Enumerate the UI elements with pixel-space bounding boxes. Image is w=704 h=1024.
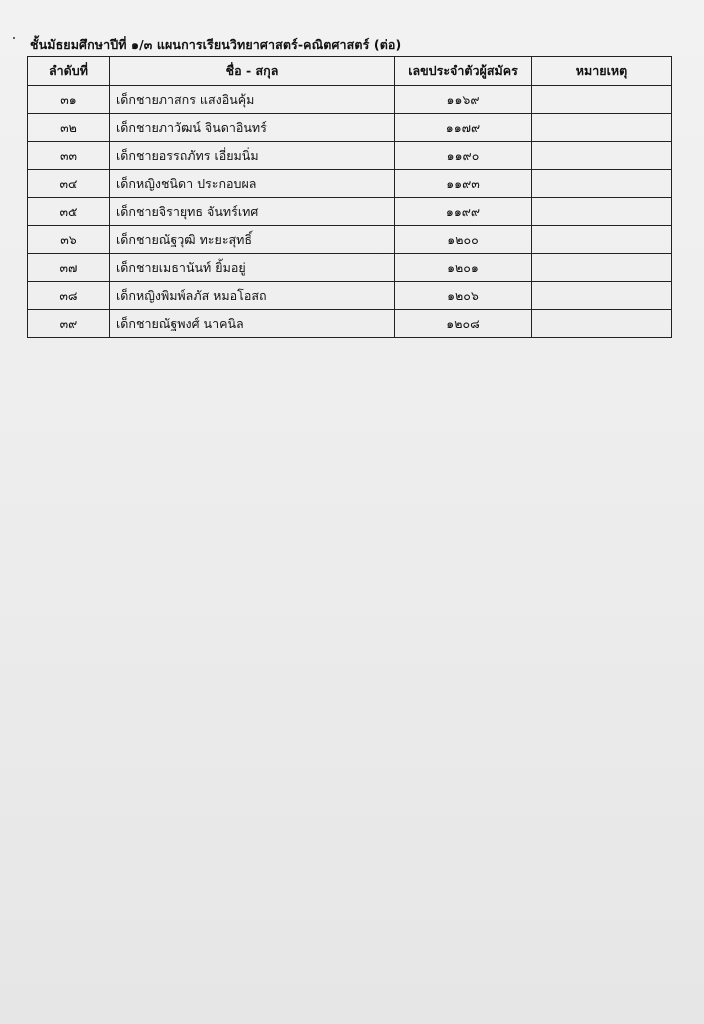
header-no: ลำดับที่	[28, 57, 110, 86]
cell-name: เด็กชายภาสกร แสงอินคุ้ม	[110, 86, 395, 114]
cell-no: ๓๓	[28, 142, 110, 170]
cell-remark	[532, 310, 672, 338]
stray-mark	[13, 37, 15, 39]
cell-applicant-no: ๑๑๙๙	[395, 198, 532, 226]
cell-name: เด็กชายเมธานันท์ ยิ้มอยู่	[110, 254, 395, 282]
header-name: ชื่อ - สกุล	[110, 57, 395, 86]
cell-remark	[532, 86, 672, 114]
cell-remark	[532, 170, 672, 198]
header-remark: หมายเหตุ	[532, 57, 672, 86]
student-table	[27, 56, 672, 338]
table-row	[28, 142, 672, 170]
cell-no: ๓๔	[28, 170, 110, 198]
table-row	[28, 310, 672, 338]
cell-name: เด็กชายณัฐวุฒิ ทะยะสุทธิ์	[110, 226, 395, 254]
cell-name: เด็กชายณัฐพงศ์ นาคนิล	[110, 310, 395, 338]
cell-remark	[532, 282, 672, 310]
table-row	[28, 254, 672, 282]
cell-no: ๓๕	[28, 198, 110, 226]
table-row	[28, 198, 672, 226]
cell-remark	[532, 114, 672, 142]
header-applicant-no: เลขประจำตัวผู้สมัคร	[395, 57, 532, 86]
cell-remark	[532, 226, 672, 254]
cell-no: ๓๑	[28, 86, 110, 114]
cell-applicant-no: ๑๒๐๑	[395, 254, 532, 282]
cell-name: เด็กชายอรรถภัทร เอี่ยมนิ่ม	[110, 142, 395, 170]
cell-no: ๓๙	[28, 310, 110, 338]
table-header-row	[28, 57, 672, 86]
cell-name: เด็กชายภาวัฒน์ จินดาอินทร์	[110, 114, 395, 142]
cell-applicant-no: ๑๒๐๖	[395, 282, 532, 310]
cell-applicant-no: ๑๑๙๐	[395, 142, 532, 170]
cell-remark	[532, 142, 672, 170]
table-row	[28, 226, 672, 254]
cell-no: ๓๖	[28, 226, 110, 254]
cell-applicant-no: ๑๑๙๓	[395, 170, 532, 198]
page-title: ชั้นมัธยมศึกษาปีที่ ๑/๓ แผนการเรียนวิทยาศาสตร์-คณิตศาสตร์ (ต่อ)	[30, 37, 402, 52]
cell-applicant-no: ๑๑๖๙	[395, 86, 532, 114]
table-row	[28, 114, 672, 142]
cell-no: ๓๘	[28, 282, 110, 310]
cell-applicant-no: ๑๒๐๘	[395, 310, 532, 338]
table-row	[28, 282, 672, 310]
cell-no: ๓๒	[28, 114, 110, 142]
cell-applicant-no: ๑๒๐๐	[395, 226, 532, 254]
cell-name: เด็กหญิงชนิดา ประกอบผล	[110, 170, 395, 198]
table-row	[28, 86, 672, 114]
cell-no: ๓๗	[28, 254, 110, 282]
cell-name: เด็กหญิงพิมพ์ลภัส หมอโอสถ	[110, 282, 395, 310]
cell-applicant-no: ๑๑๗๙	[395, 114, 532, 142]
cell-name: เด็กชายจิรายุทธ จันทร์เทศ	[110, 198, 395, 226]
cell-remark	[532, 254, 672, 282]
table-row	[28, 170, 672, 198]
cell-remark	[532, 198, 672, 226]
